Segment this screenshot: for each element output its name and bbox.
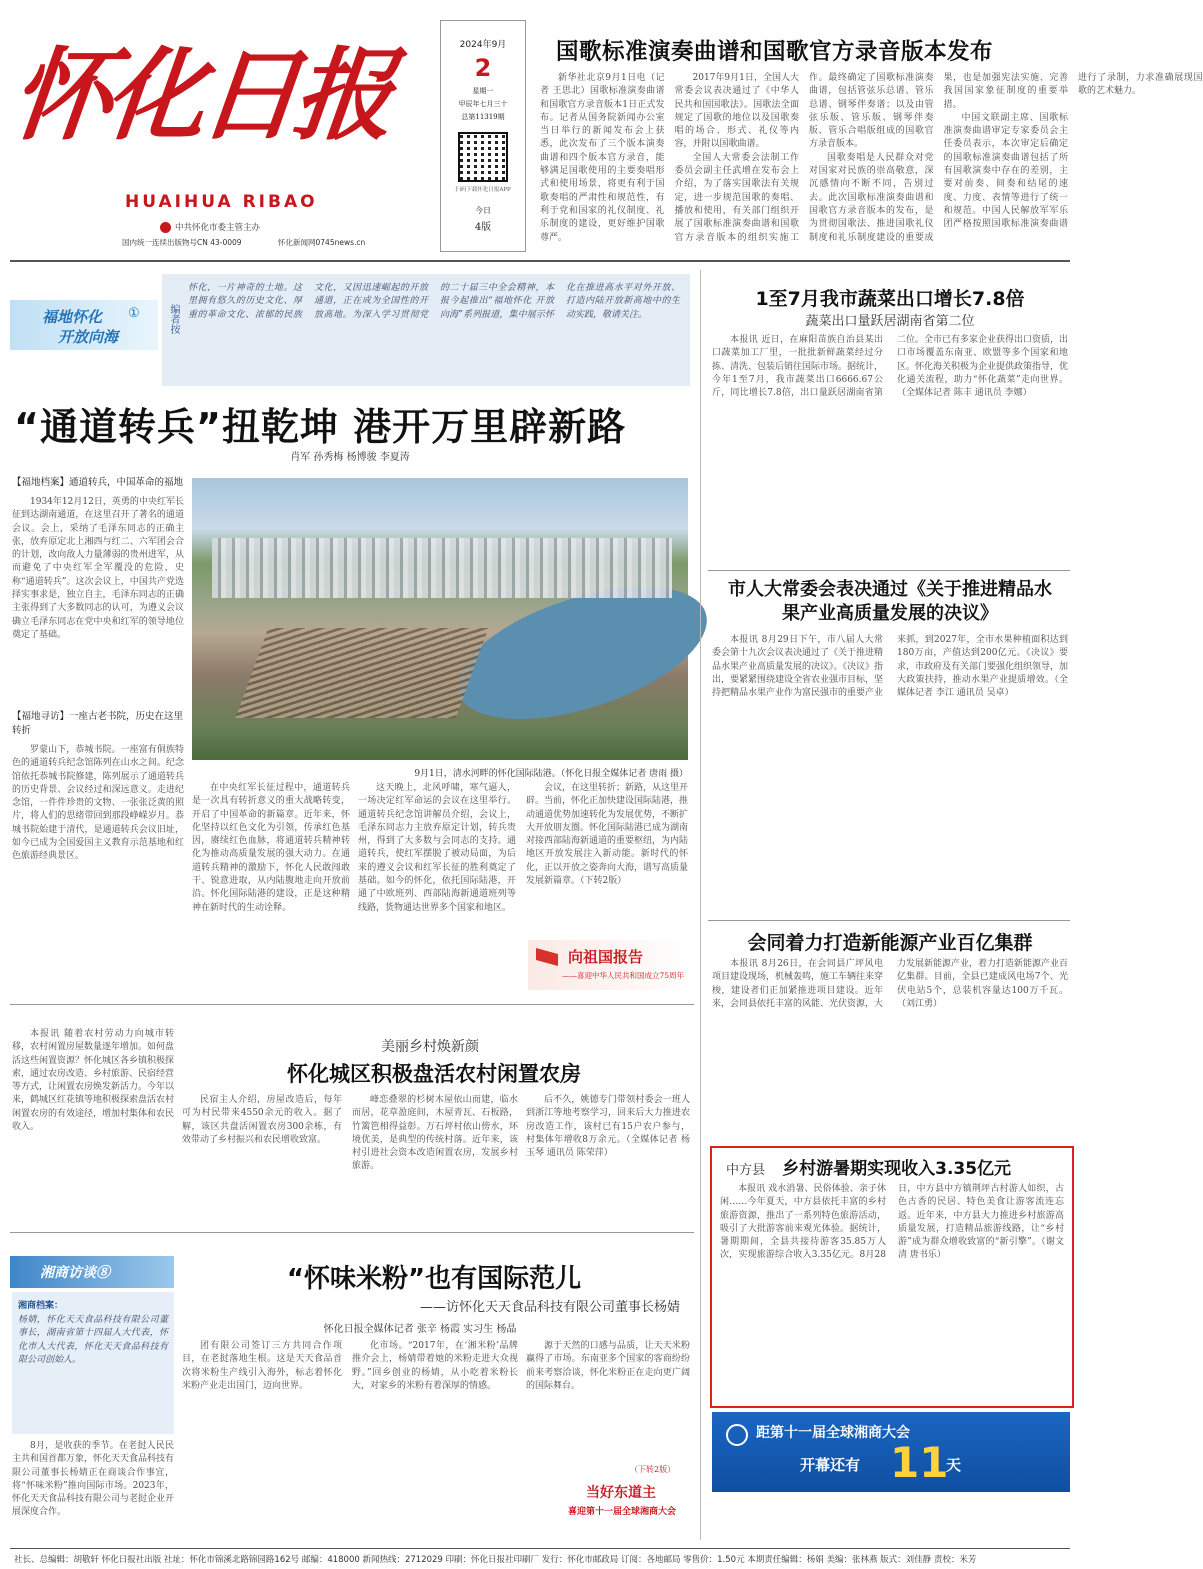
feature-headline[interactable]: “通道转兵”扭乾坤 港开万里辟新路: [14, 405, 627, 449]
rural-intro: 本报讯 随着农村劳动力向城市转移，农村闲置房屋数量逐年增加。如何盘活这些闲置资源？怀化城区各乡镇积极探索，通过农房改造、乡村旅游、民宿经营等方式，让闲置农房焕发新活力。今年以来，鹤城区红花镇等地积极探索盘活农村闲置农房的有效途径，增加村集体和农民收入。: [12, 1029, 175, 1133]
stamp-subtitle: ——喜迎中华人民共和国成立75周年: [562, 971, 685, 980]
huaiwei-subtitle: ——访怀化天天食品科技有限公司董事长杨婧: [419, 1300, 680, 1315]
zhongfang-prefix: 中方县: [726, 1163, 766, 1178]
top-story-paragraph: 国歌奏唱是人民群众对党对国家对民族的崇高敬意，深沉感情向不断不同，告别过去。此次国歌标准演奏曲谱和国歌官方录音版本的发布，是为贯彻国歌法、推进国歌礼仪制度和礼乐制度建设的重要成果，也是加强宪法实施、完善我国国家象征制度的重要举措。: [809, 73, 1068, 243]
website[interactable]: 怀化新闻网0745news.cn: [278, 238, 366, 247]
editor-note-box: [162, 274, 690, 386]
qr-caption: 扫码下载怀化日报APP: [455, 187, 511, 193]
new-energy-title[interactable]: 会同着力打造新能源产业百亿集群: [747, 932, 1033, 954]
footer-divider: [10, 1548, 1070, 1549]
top-story-paragraph: 新华社北京9月1日电（记者 王思北）国歌标准演奏曲谱和国歌官方录音版本1日正式发布。记者从国务院新闻办公室当日举行的新闻发布会上获悉，此次发布了三个版本演奏曲谱和四个版本官方录音，能够满足国歌使用的主要奏唱形式和使用场景，将更有利于国歌奏唱的严肃性和规范性，有利于党和国家的礼仪制度、礼乐制度的建设，更好维护国歌尊严。: [540, 73, 665, 243]
host-stamp-title: 当好东道主: [586, 1485, 656, 1501]
huaiwei-lead: 8月，是收获的季节。在老挝人民民主共和国首都万象，怀化天天食品科技有限公司董事长杨婧正在商谈合作事宜，将“怀味米粉”推向国际市场。2023年，怀化天天食品科技有限公司与老挝企业开展深度合作。: [12, 1441, 175, 1518]
new-energy-body: 本报讯 8月26日，在会同县广坪风电项目建设现场，机械轰鸣，施工车辆往来穿梭，建设者们正加紧推进项目建设。近年来，会同县依托丰富的风能、光伏资源，大力发展新能源产业，着力打造新能源产业百亿集群。目前，全县已建成风电场7个、光伏电站5个，总装机容量达100万千瓦。（刘江勇）: [712, 959, 1069, 1009]
date-year-month: 2024年9月: [459, 40, 507, 50]
rural-col-4: 后不久，姚德专门带领村委会一班人到浙江等地考察学习，回来后大力推进农房改造工作，该村已有15户农户参与，村集体年增收8万余元。（全媒体记者 杨玉琴 通讯员 陈荣萍）: [526, 1095, 690, 1159]
veg-export-subtitle: 蔬菜出口量跃居湖南省第二位: [805, 314, 975, 329]
stamp-title: 向祖国报告: [568, 948, 644, 966]
zhongfang-title: 乡村游暑期实现收入3.35亿元: [782, 1159, 1012, 1179]
feature-col-5: 会议，在这里转折；新路，从这里开辟。当前，怀化正加快建设国际陆港，推动通道优势加速转化为发展优势，不断扩大开放朋友圈。怀化国际陆港已成为湖南对接西部陆海新通道的重要枢纽，为内陆地区开放发展注入新动能。新时代的怀化，正以开放之姿奔向大海，谱写高质量发展新篇章。（下转2版）: [526, 783, 689, 887]
top-story-body: [540, 72, 1203, 250]
banner-sub: 开放向海: [58, 328, 119, 346]
fruit-resolution-title[interactable]: 市人大常委会表决通过《关于推进精品水果产业高质量发展的决议》: [728, 579, 1052, 624]
host-stamp: [560, 1478, 690, 1528]
archive-box: [12, 1292, 174, 1434]
fruit-resolution-body: 本报讯 8月29日下午，市八届人大常委会第十九次会议表决通过了《关于推进精品水果产业高质量发展的决议》。《决议》指出，要紧紧围绕建设全省农业强市目标，坚持把精品水果产业作为富民强市的重要产业来抓，到2027年，全市水果种植面积达到180万亩，产值达到200亿元。《决议》要求，市政府及有关部门要强化组织领导，加大政策扶持，推动水果产业提质增效。（全媒体记者 李江 通讯员 吴卓）: [712, 635, 1069, 699]
banner-main: 福地怀化: [42, 308, 103, 326]
rural-title[interactable]: 怀化城区积极盘活农村闲置农房: [287, 1062, 581, 1086]
publication-code: 国内统一连续出版物号CN 43-0009: [122, 238, 242, 247]
section-divider: [10, 1232, 694, 1233]
masthead-divider: [10, 260, 1070, 262]
ad-title: 距第十一届全球湘商大会: [756, 1425, 910, 1441]
footer-imprint: 社长、总编辑：胡敬轩 怀化日报社出版 社址：怀化市锦溪北路锦园路162号 邮编：418000 新闻热线：2712029 印刷：怀化日报社印刷厂 发行：怀化市邮政局 订阅：各地邮局 零售价：1.50元 本期责任编辑：杨娟 美编：张林燕 版式：刘佳静 责校：米芳: [14, 1555, 977, 1565]
port-photo[interactable]: [192, 478, 688, 760]
column-separator: [700, 270, 701, 1540]
veg-export-title[interactable]: 1至7月我市蔬菜出口增长7.8倍: [755, 288, 1025, 310]
huaiwei-title[interactable]: “怀味米粉”也有国际范儿: [286, 1264, 582, 1294]
date-day: 2: [474, 54, 492, 82]
photo-caption: 9月1日，清水河畔的怀化国际陆港。（怀化日报全媒体记者 唐雨 摄）: [414, 769, 688, 779]
xiangshang-banner: [10, 1256, 174, 1288]
rural-kicker: 美丽乡村焕新颜: [381, 1039, 479, 1055]
masthead-english: HUAIHUA RIBAO: [125, 192, 318, 212]
huaiwei-byline: 怀化日报全媒体记者 张辛 杨霞 实习生 杨晶: [323, 1324, 517, 1335]
zhongfang-heading: [720, 1154, 1064, 1179]
report-stamp: [528, 940, 690, 990]
top-story-title[interactable]: 国歌标准演奏曲谱和国歌官方录音版本发布: [556, 39, 994, 65]
photo-tracks: [236, 628, 489, 718]
veg-export-body: 本报讯 近日，在麻阳苗族自治县某出口蔬菜加工厂里，一批批新鲜蔬菜经过分拣、清洗、包装后销往国际市场。据统计，今年1至7月，我市蔬菜出口6666.67公斤，同比增长7.8倍，出口量跃居湖南省第二位。全市已有多家企业获得出口资质，出口市场覆盖东南亚、欧盟等多个国家和地区。怀化海关积极为企业提供政策指导，优化通关流程，助力“怀化蔬菜”走向世界。（全媒体记者 陈丰 通讯员 李娜）: [712, 335, 1069, 399]
ad-unit: 天: [946, 1456, 962, 1474]
weekday: 星期一: [472, 87, 494, 95]
archive-text: 1934年12月12日，英勇的中央红军长征到达湖南通道，在这里召开了著名的通道会议。会上，采纳了毛泽东同志的正确主张，放弃原定北上湘西与红二、六军团会合的计划，改向敌人力量薄弱的贵州进军，从而避免了中央红军全军覆没的危险，史称“通道转兵”。这次会议上，中国共产党选择实事求是，独立自主，毛泽东同志的正确主张得到了大多数同志的认可，为遵义会议确立毛泽东同志在党中央和红军的领导地位奠定了基础。: [12, 497, 184, 640]
archive-box-text: 杨婧，怀化天天食品科技有限公司董事长，湖南省第十四届人大代表，怀化市人大代表，怀化天天食品科技有限公司创始人。: [18, 1315, 168, 1365]
visit-subhead: 【福地寻访】一座古老书院，历史在这里转折: [12, 711, 184, 736]
today-label: 今日: [475, 206, 491, 215]
rural-col-2: 民宿主人介绍，房屋改造后，每年可为村民带来4550余元的收入。据了解，该区共盘活闲置农房300余栋，有效带动了乡村振兴和农民增收致富。: [182, 1095, 342, 1145]
banner-label: 湘商访谈⑧: [40, 1265, 110, 1281]
ad-days: 11: [890, 1438, 949, 1487]
huaiwei-col-4: 源于天然的口感与品质，让天天米粉赢得了市场。东南亚多个国家的客商纷纷前来考察洽谈，怀化米粉正在走向更广阔的国际舞台。: [526, 1341, 690, 1391]
archive-label: 湘商档案：: [18, 1301, 64, 1311]
photo-city: [212, 538, 672, 598]
party-logo-icon: [160, 222, 171, 233]
section-divider: [708, 920, 1070, 921]
ad-logo-icon: [726, 1424, 748, 1446]
zhongfang-box[interactable]: [710, 1146, 1074, 1408]
huaiwei-col-3: 化市场。“2017年，在‘湘米粉’品牌推介会上，杨婧带着她的米粉走进大众视野。”回乡创业的杨婧，从小吃着米粉长大，对家乡的米粉有着深厚的情感。: [352, 1341, 518, 1391]
feature-col-1: [12, 476, 184, 992]
to-turn: （下转2版）: [630, 1465, 676, 1474]
feature-col-4: 这天晚上，北风呼啸，寒气逼人，一场决定红军命运的会议在这里举行。通道转兵纪念馆讲解员介绍，会议上，毛泽东同志力主放弃原定计划，转兵贵州，得到了大多数与会同志的支持。通道转兵，使红军摆脱了被动局面，为后来的遵义会议和红军长征的胜利奠定了基础。如今的怀化，依托国际陆港，开通了中欧班列、西部陆海新通道班列等线路，货物通达世界多个国家和地区。: [358, 783, 516, 913]
sponsor-text: 中共怀化市委主管主办: [175, 223, 261, 233]
feature-byline: 肖军 孙秀梅 杨博骏 李夏涛: [290, 452, 410, 463]
section-divider: [708, 570, 1070, 571]
top-story-paragraph: 全国人大常委会法制工作委员会副主任武增在发布会上介绍，为了落实国歌法有关规定，进一步规范国歌的奏唱、播放和使用，有关部门组织开展了国歌标准演奏曲谱和国歌官方录音版本的组织实施工作。最终确定了国歌标准演奏曲谱，包括管弦乐总谱、管乐总谱、钢琴伴奏谱；以及由管弦乐版、管乐版、钢琴伴奏版、管乐合唱版组成的国歌官方录音版本。: [674, 73, 934, 243]
flag-icon: [536, 948, 558, 978]
section-divider: [10, 1004, 694, 1005]
qr-code-icon[interactable]: [458, 132, 508, 182]
top-story-paragraph: 中国文联副主席、国歌标准演奏曲谱审定专家委员会主任委员表示，本次审定后确定的国歌标准演奏曲谱包括了所有国歌演奏中存在的差别，主要对前奏、间奏和结尾的速度、力度、表情等进行了统一和规范。中国人民解放军军乐团严格按照国歌标准演奏曲谱进行了录制，力求准确展现国歌的艺术魅力。: [943, 73, 1203, 230]
host-stamp-sub: 喜迎第十一届全球湘商大会: [568, 1507, 677, 1517]
feature-col-3: 在中央红军长征过程中，通道转兵是一次具有转折意义的重大战略转变，开启了中国革命的新篇章。近年来，怀化坚持以红色文化为引领，传承红色基因，赓续红色血脉，将通道转兵精神转化为推动高质量发展的强大动力。在通道转兵精神的激励下，怀化人民敢闯敢干、锐意进取，从内陆腹地走向开放前沿。怀化国际陆港的建设，正是这种精神在新时代的生动诠释。: [192, 783, 350, 913]
issue-number: 总第11319期: [461, 113, 505, 121]
editor-note-text: 怀化，一片神奇的土地。这里拥有悠久的历史文化、厚重的革命文化、浓郁的民族文化，又因迅速崛起的开放通道，正在成为全国性的开放高地。为深入学习贯彻党的二十届三中全会精神，本报今起推出“福地怀化 开放向海”系列报道，集中展示怀化在推进高水平对外开放、打造内陆开放新高地中的生动实践，敬请关注。: [188, 283, 680, 320]
lunar-date: 甲辰年七月三十: [458, 100, 508, 108]
top-story-paragraph: 2017年9月1日，全国人大常委会议表决通过了《中华人民共和国国歌法》。国歌法全面规定了国歌的地位以及国歌奏唱的场合、形式、礼仪等内容，并附以国歌曲谱。: [674, 73, 799, 150]
rural-col-3: 峰恋叠翠的杉树木屋依山而建，临水而居，花草盈庭间，木屋青瓦、石板路，竹篱笆相得益彰。万石坪村依山傍水，环境优美，是典型的传统村落。近年来，该村引进社会资本改造闲置农房，发展乡村旅游。: [352, 1095, 518, 1172]
masthead-logo: 怀化日报: [5, 36, 395, 154]
feature-banner: [10, 300, 158, 350]
huaiwei-col-2: 团有限公司签订三方共同合作项目，在老挝落地生根。这是天天食品首次将米粉生产线引入海外，标志着怀化米粉产业走出国门，迈向世界。: [182, 1341, 342, 1391]
editor-note-label: 编者按: [168, 304, 179, 334]
page-count: 4版: [474, 222, 492, 233]
masthead: [5, 12, 440, 262]
zhongfang-body: 本报讯 戏水消暑、民俗体验、亲子休闲……今年夏天，中方县依托丰富的乡村旅游资源，推出了一系列特色旅游活动，吸引了大批游客前来观光体验。据统计，暑期期间，全县共接待游客35.85万人次，实现旅游综合收入3.35亿元。8月28日，中方县中方镇荆坪古村游人如织，古色古香的民居、特色美食让游客流连忘返。近年来，中方县大力推进乡村旅游高质量发展，打造精品旅游线路，让“乡村游”成为群众增收致富的“新引擎”。（谢文清 唐书乐）: [720, 1184, 1064, 1261]
banner-number: ①: [128, 306, 140, 321]
ad-prefix: 开幕还有: [800, 1456, 861, 1474]
visit-text: 罗蒙山下，恭城书院。一座富有侗族特色的通道转兵纪念馆陈列在山水之间。纪念馆依托恭城书院修建，陈列展示了通道转兵的历史背景、会议经过和深远意义。走进纪念馆，一件件珍贵的文物、一张张泛黄的照片，将人们的思绪带回到那段峥嵘岁月。恭城书院始建于清代，是通道转兵会议旧址，如今已成为全国爱国主义教育示范基地和红色旅游经典景区。: [12, 745, 184, 862]
countdown-ad[interactable]: [712, 1412, 1070, 1492]
archive-subhead: 【福地档案】通道转兵，中国革命的福地: [12, 477, 184, 488]
date-box: [440, 20, 526, 252]
